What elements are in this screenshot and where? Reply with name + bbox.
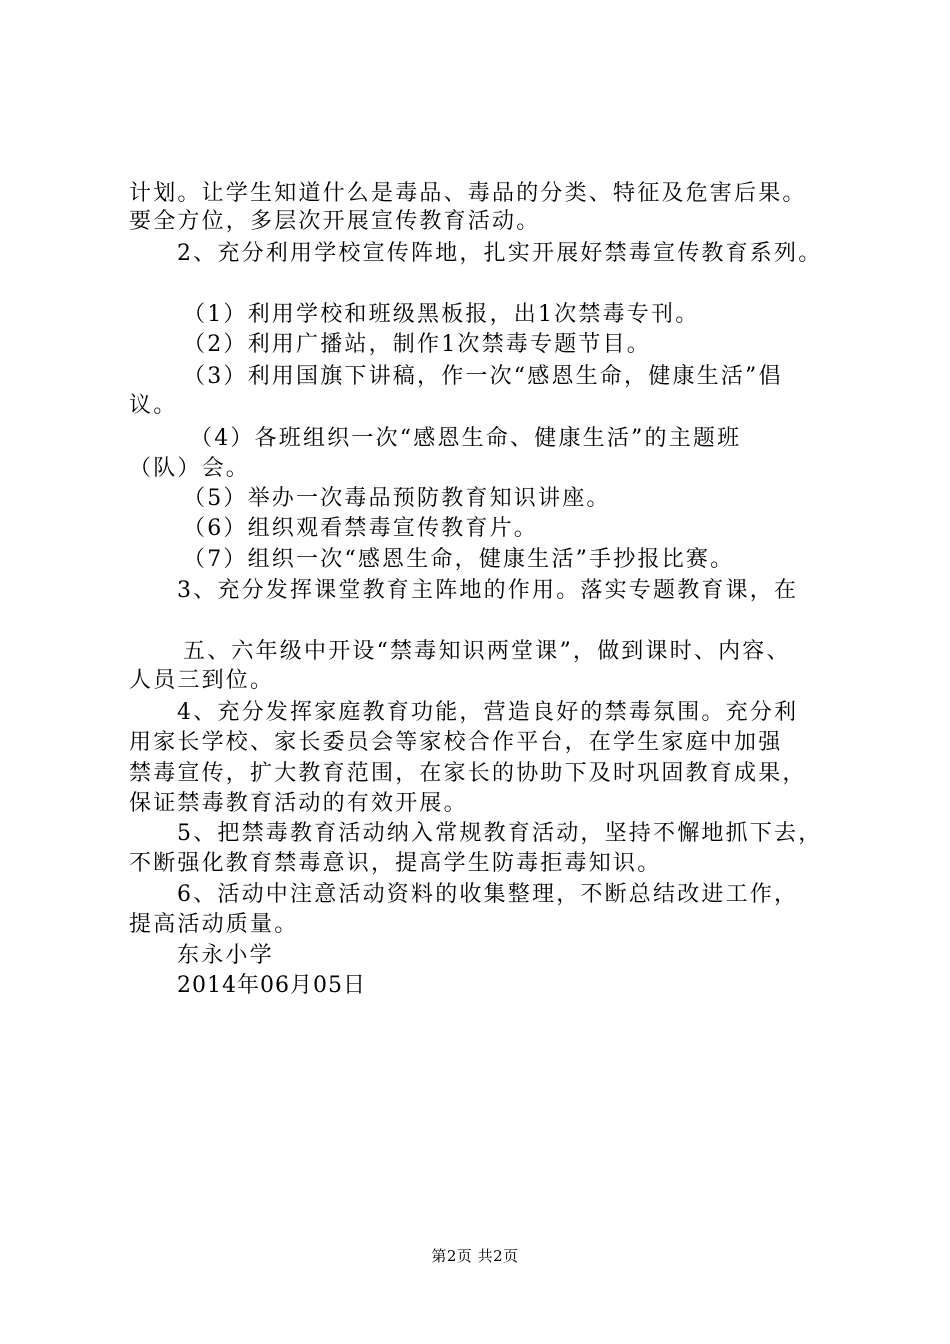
body-line: 禁毒宣传，扩大教育范围，在家长的协助下及时巩固教育成果， xyxy=(129,761,807,786)
body-line: 提高活动质量。 xyxy=(129,912,299,937)
body-line: （5）举办一次毒品预防教育知识讲座。 xyxy=(183,486,611,511)
signature-school: 东永小学 xyxy=(177,943,274,968)
body-line: 3、充分发挥课堂教育主阵地的作用。落实专题教育课，在 xyxy=(177,578,799,603)
body-line: （队）会。 xyxy=(129,456,251,481)
signature-date: 2014年06月05日 xyxy=(177,973,366,998)
body-line: 5、把禁毒教育活动纳入常规教育活动，坚持不懈地抓下去， xyxy=(177,821,823,846)
body-line: （4）各班组织一次“感恩生命、健康生活”的主题班 xyxy=(190,426,742,451)
body-line: （2）利用广播站，制作1次禁毒专题节目。 xyxy=(183,332,651,357)
body-line: （7）组织一次“感恩生命，健康生活”手抄报比赛。 xyxy=(183,547,735,572)
body-line: 人员三到位。 xyxy=(129,668,275,693)
body-line: 6、活动中注意活动资料的收集整理，不断总结改进工作， xyxy=(177,882,799,907)
body-line: 保证禁毒教育活动的有效开展。 xyxy=(129,791,468,816)
body-line: 计划。让学生知道什么是毒品、毒品的分类、特征及危害后果。 xyxy=(129,181,807,206)
body-line: 不断强化教育禁毒意识，提高学生防毒拒毒知识。 xyxy=(129,851,662,876)
body-line: （1）利用学校和班级黑板报，出1次禁毒专刊。 xyxy=(183,302,700,327)
body-line: 2、充分利用学校宣传阵地，扎实开展好禁毒宣传教育系列。 xyxy=(177,241,823,266)
page-number-footer: 第2页 共2页 xyxy=(431,1247,519,1265)
body-line: 五、六年级中开设“禁毒知识两堂课”，做到课时、内容、 xyxy=(183,639,791,664)
body-line: 要全方位，多层次开展宣传教育活动。 xyxy=(129,209,541,234)
body-line: 议。 xyxy=(129,393,178,418)
body-line: 4、充分发挥家庭教育功能，营造良好的禁毒氛围。充分利 xyxy=(177,700,799,725)
body-line: （3）利用国旗下讲稿，作一次“感恩生命，健康生活”倡 xyxy=(183,364,783,389)
body-line: （6）组织观看禁毒宣传教育片。 xyxy=(183,516,538,541)
body-line: 用家长学校、家长委员会等家校合作平台，在学生家庭中加强 xyxy=(129,730,783,755)
